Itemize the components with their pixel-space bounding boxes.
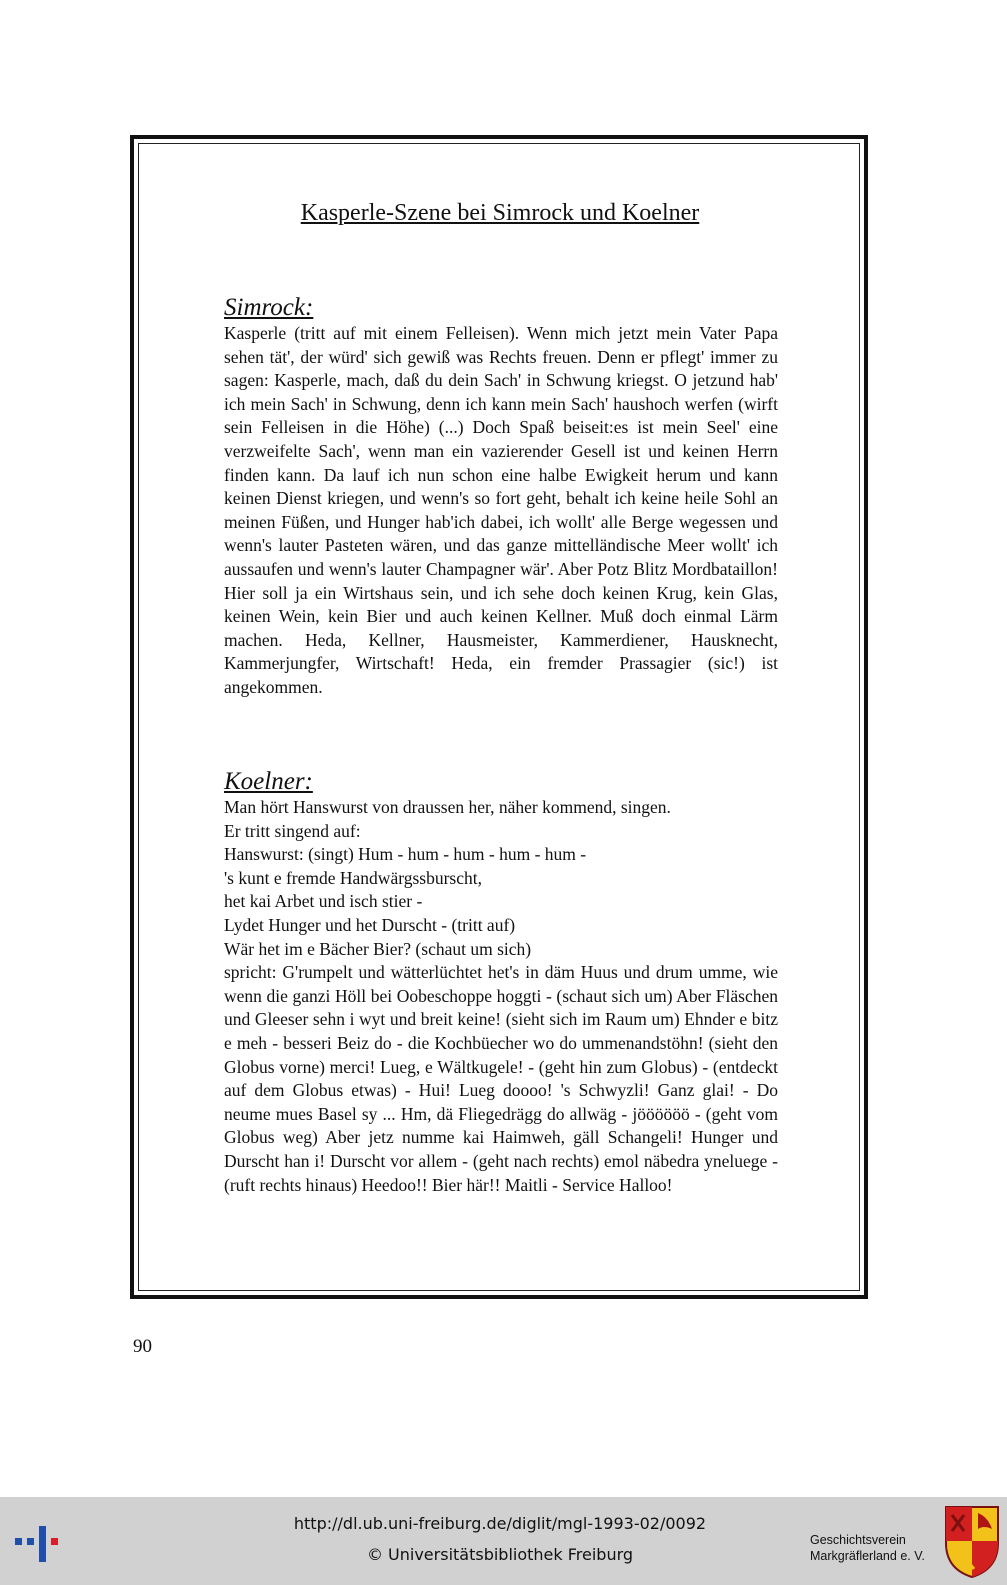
document-title: Kasperle-Szene bei Simrock und Koelner [300,200,700,226]
koelner-verse-line: Lydet Hunger und het Durscht - (tritt auf) [224,914,516,935]
koelner-heading: Koelner: [224,768,313,795]
library-logo-icon[interactable] [6,1516,66,1562]
simrock-text: Kasperle (tritt auf mit einem Felleisen). Wenn mich jetzt mein Vater Papa sehen tät', der würd' sich gewiß was Rechts freuen. Denn er pflegt' immer zu sagen: Kasperle, mach, daß du dein Sach' in Schwung kriegst. O jetzund hab' ich mein Sach' in Schwung, denn ich kann mein Sach' haushoch werfen (wirft sein Felleisen in die Höhe) (...) Doch Spaß beiseit:es ist mein Seel' eine verzweifelte Sach', wenn man ein vazierender Gesell ist und keinen Herrn finden kann. Da lauf ich nun schon eine halbe Ewigkeit herum und kann keinen Dienst kriegen, und wenn's so fort geht, behalt ich keine heile Sohl an meinen Füßen, und Hunger hab'ich dabei, ich wollt' alle Berge wegessen und wenn's lauter Pasteten wären, und das ganze mittelländische Meer wollt' ich aussaufen und wenn's lauter Champagner wär'. Aber Potz Blitz Mordbataillon! Hier soll ja ein Wirtshaus sein, und ich sehe doch keinen Krug, kein Glas, keinen Wein, kein Bier und auch keinen Kellner. Muß doch einmal Lärm machen. Heda, Kellner, Hausmeister, Kammerdiener, Hausknecht, Kammerjungfer, Wirtschaft! Heda, ein fremder Prassagier (sic!) ist angekommen. [224,323,778,697]
koelner-verse-line: het kai Arbet und isch stier - [224,891,423,912]
society-name[interactable] [810,1532,940,1564]
koelner-prose: spricht: G'rumpelt und wätterlüchtet het's in däm Huus und drum umme, wie wenn die ganzi Höll bei Oobeschoppe hoggti - (schaut sich um) Aber Fläschen und Gleeser sehn i wyt und breit keine! (sieht sich im Raum um) Ehnder e bitz e meh - besseri Beiz do - die Kochbüecher wo do ummenandstöhn! (sieht den Globus vorne) merci! Lueg, e Wältkugele! - (geht hin zum Globus) - (entdeckt auf dem Globus etwas) - Hui! Lueg doooo! 's Schwyzli! Ganz glai! - Do neume mues Basel sy ... Hm, dä Fliegedrägg do allwäg - jöööööö - (geht vom Globus weg) Aber jetz numme kai Haimweh, gäll Schangeli! Hunger und Durscht han i! Durscht vor allem - (geht nach rechts) emol näbedra yneluege - (ruft rechts hinaus) Heedoo!! Bier här!! Maitli - Service Halloo! [224,962,778,1195]
page-number: 90 [133,1336,152,1357]
simrock-heading: Simrock: [224,294,314,321]
footer-copyright: © Universitätsbibliothek Freiburg [366,1545,634,1564]
coat-of-arms-icon[interactable] [942,1503,1002,1579]
society-name-line2: Markgräflerland e. V. [810,1549,925,1563]
koelner-verse-line: 's kunt e fremde Handwärgssburscht, [224,867,482,888]
koelner-verse-line: Er tritt singend auf: [224,820,361,841]
koelner-verse-line: Wär het im e Bächer Bier? (schaut um sich) [224,938,532,959]
society-name-line1: Geschichtsverein [810,1533,906,1547]
koelner-verse-line: Hanswurst: (singt) Hum - hum - hum - hum - hum - [224,844,587,865]
koelner-verse-line: Man hört Hanswurst von draussen her, näher kommend, singen. [224,797,671,817]
koelner-text-block [224,796,778,1197]
footer-bar [0,1497,1007,1585]
footer-url-link[interactable]: http://dl.ub.uni-freiburg.de/diglit/mgl-1993-02/0092 [293,1514,707,1533]
